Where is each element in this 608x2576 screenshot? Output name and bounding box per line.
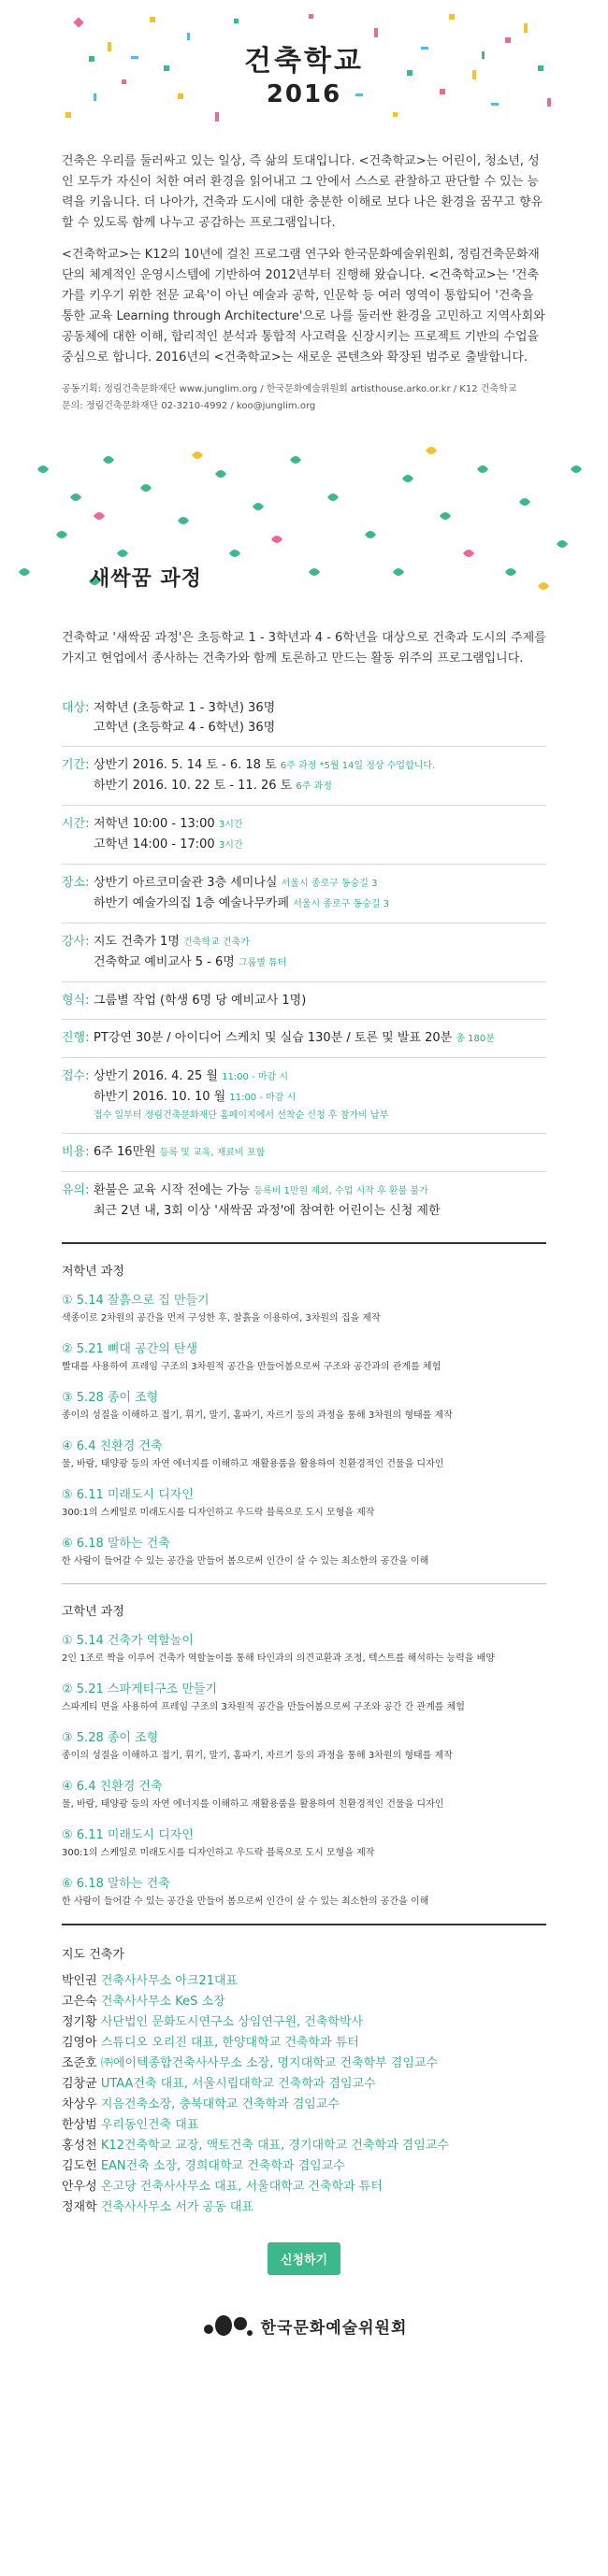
architect-affiliation: 지음건축소장, 충북대학교 건축학과 겸임교수 [100,2097,340,2111]
info-row [62,690,546,747]
contact-line: 문의: 정림건축문화재단 02-3210-4992 / koo@junglim.org [62,401,316,411]
header [0,0,608,140]
architect-affiliation: 건축사사무소 서가 공동 대표 [100,2200,253,2214]
session-title: ⑤ 6.11 미래도시 디자인 [62,1488,194,1502]
info-text: 최근 2년 내, 3회 이상 '새싹꿈 과정'에 참여한 어린이는 신청 제한 [94,1204,441,1218]
contact-info [0,379,608,415]
info-text: 상반기 2016. 4. 25 월 [94,1069,218,1083]
info-text: 하반기 2016. 10. 10 월 [94,1090,226,1104]
architect-name: 고은숙 [62,1995,97,2009]
session-title: ③ 5.28 종이 조형 [62,1391,159,1405]
info-label: 기간: [62,758,90,772]
architect-entry [62,1992,546,2012]
architect-entry [62,2115,546,2136]
architect-entry [62,1971,546,1992]
info-line [94,835,546,855]
session-item [62,1729,546,1765]
info-value [94,814,546,855]
session-description: 물, 바람, 태양광 등의 자연 에너지를 이해하고 재활용품을 활용하여 친환경적인 건물을 디자인 [62,1459,444,1469]
info-row [62,865,546,923]
apply-button[interactable]: 신청하기 [268,2242,340,2275]
architect-entry [62,2177,546,2197]
info-line [94,991,546,1010]
info-value [94,698,546,737]
session-title: ⑥ 6.18 말하는 건축 [62,1537,170,1551]
architect-entry [62,2197,546,2218]
session-title: ① 5.14 잘흙으로 집 만들기 [62,1294,210,1308]
architect-affiliation: 건축사사무소 KeS 소장 [100,1995,225,2009]
info-value [94,932,546,973]
footer-logo [0,2312,608,2339]
architect-affiliation: 스튜디오 오리진 대표, 한양대학교 건축학과 튜터 [100,2036,359,2050]
info-value [94,991,546,1010]
info-text: 그룹별 작업 (학생 6명 당 예비교사 1명) [94,994,307,1008]
info-note: 그룹별 튜터 [238,958,287,968]
info-label: 대상: [62,701,90,715]
info-note: 총 180분 [456,1034,495,1044]
info-row [62,1058,546,1134]
session-item [62,1826,546,1862]
architect-name: 정기황 [62,2015,97,2029]
architect-affiliation: 사단법인 문화도시연구소 상임연구원, 건축학박사 [100,2015,364,2029]
info-text: 하반기 2016. 10. 22 토 - 11. 26 토 [94,779,293,793]
session-description: 종이의 성질을 이해하고 접기, 휘기, 말기, 홈파기, 자르기 등의 과정을 통해 3차원의 형태를 제작 [62,1751,453,1761]
info-line [94,952,546,973]
architect-entry [62,2136,546,2156]
info-text: 하반기 예술가의집 1층 예술나무카페 [94,896,290,910]
info-text: PT강연 30분 / 아이디어 스케치 및 실습 130분 / 토론 및 발표 20분 [94,1031,453,1045]
info-note: 11:00 - 마감 시 [222,1072,289,1082]
architect-name: 김도헌 [62,2159,97,2173]
architect-entry [62,2074,546,2095]
info-line [94,698,546,718]
info-label: 접수: [62,1069,90,1083]
info-label: 진행: [62,1031,90,1045]
header-title [0,37,608,108]
architect-name: 홍성천 [62,2139,97,2153]
session-title: ① 5.14 건축가 역할놀이 [62,1634,194,1648]
session-item [62,1875,546,1911]
info-label: 시간: [62,817,90,831]
info-row [62,1172,546,1229]
info-note: 서울시 종로구 동숭길 3 [293,899,390,909]
session-title: ③ 5.28 종이 조형 [62,1731,159,1745]
session-description: 종이의 성질을 이해하고 접기, 휘기, 말기, 홈파기, 자르기 등의 과정을 통해 3차원의 형태를 제작 [62,1410,453,1421]
session-description: 300:1의 스케일로 미래도시를 디자인하고 우드락 블록으로 도시 모형을 제작 [62,1508,375,1518]
info-text: 6주 16만원 [94,1145,156,1159]
info-note: 3시간 [218,840,243,851]
architect-affiliation: 우리동인건축 대표 [100,2118,199,2132]
info-value [94,1066,546,1124]
architect-entry [62,2095,546,2115]
session-item [62,1438,546,1473]
session-title: ② 5.21 스파게티구조 만들기 [62,1682,218,1696]
info-row [62,806,546,865]
architect-entry [62,2156,546,2177]
info-line [94,1142,546,1163]
info-line [94,894,546,914]
architect-entry [62,2012,546,2033]
session-item [62,1389,546,1424]
session-item [62,1681,546,1716]
info-value [94,755,546,796]
architect-affiliation: 건축사사무소 아크21대표 [100,1974,239,1988]
arko-logo-icon [201,2312,253,2339]
architect-name: 차상우 [62,2097,97,2111]
upper-grade-list [62,1632,546,1911]
architect-name: 김창균 [62,2077,97,2091]
info-text: 상반기 아르코미술관 3층 세미나실 [94,876,278,890]
info-label: 비용: [62,1145,90,1159]
session-description: 한 사람이 들어갈 수 있는 공간을 만들어 봄으로써 인간이 살 수 있는 최소한의 공간을 이해 [62,1896,429,1907]
session-title: ② 5.21 뼈대 공간의 탄생 [62,1342,198,1356]
info-label: 장소: [62,876,90,890]
session-description: 한 사람이 들어갈 수 있는 공간을 만들어 봄으로써 인간이 살 수 있는 최소한의 공간을 이해 [62,1556,429,1567]
lower-grade-course [0,1244,608,1911]
session-description: 300:1의 스케일로 미래도시를 디자인하고 우드락 블록으로 도시 모형을 제작 [62,1848,375,1858]
session-description: 물, 바람, 태양광 등의 자연 에너지를 이해하고 재활용품을 활용하여 친환경적인 건물을 디자인 [62,1799,444,1810]
intro-paragraph: 건축은 우리를 둘러싸고 있는 일상, 즉 삶의 토대입니다. <건축학교>는 어린이, 청소년, 성인 모두가 자신이 처한 여러 환경을 읽어내고 그 안에서 스스로 관찰하고 판단할 수 있는 능력을 키웁니다. 더 나아가, 건축과 도시에 대한 충분한 이해로 보다 나은 환경을 꿈꾸고 향유할 수 있도록 함께 나누고 공감하는 프로그램입니다. [62,154,543,230]
session-item [62,1292,546,1327]
session-title: ④ 6.4 친환경 건축 [62,1439,163,1453]
info-line [94,1201,546,1221]
info-line [94,1087,546,1108]
session-description: 색종이로 2차원의 공간을 먼저 구성한 후, 찰흙을 이용하여, 3차원의 집을 제작 [62,1313,381,1324]
architect-name: 한상범 [62,2118,97,2132]
info-note: 등록 및 교육, 재료비 포함 [159,1148,266,1158]
info-text: 고학년 (초등학교 4 - 6학년) 36명 [94,721,276,735]
session-item [62,1486,546,1522]
info-row [62,982,546,1020]
architect-name: 박인권 [62,1974,97,1988]
course-header [0,432,608,628]
architect-affiliation: 온고당 건축사사무소 대표, 서울대학교 건축학과 튜터 [100,2180,383,2194]
info-line [94,873,546,894]
session-description: 빨대를 사용하여 프레임 구조의 3차원적 공간을 만들어봄으로써 구조와 공간과의 관계를 체험 [62,1362,442,1372]
intro [0,140,608,368]
info-line [94,932,546,952]
session-item [62,1535,546,1570]
architect-entry [62,2033,546,2054]
info-line [94,1066,546,1087]
architect-affiliation: ㈜에이텍종합건축사사무소 소장, 명지대학교 건축학부 겸임교수 [100,2056,438,2070]
info-text: 저학년 (초등학교 1 - 3학년) 36명 [94,701,276,715]
info-value [94,1181,546,1221]
info-note: 6주 과정 [296,781,332,792]
info-text: 저학년 10:00 - 13:00 [94,817,215,831]
footer-logo-text: 한국문화예술위원회 [260,2318,408,2338]
info-value [94,1142,546,1163]
session-description: 2인 1조로 짝을 이루어 건축가 역할놀이를 통해 타인과의 의견교환과 조정, 텍스트를 해석하는 능력을 배양 [62,1653,495,1664]
architects-title: 지도 건축가 [62,1948,124,1962]
info-label: 형식: [62,994,90,1008]
info-line [94,776,546,796]
divider [62,1583,546,1584]
lower-grade-list [62,1292,546,1570]
info-row [62,1020,546,1058]
session-title: ⑥ 6.18 말하는 건축 [62,1877,170,1891]
info-text: 고학년 14:00 - 17:00 [94,837,215,852]
info-text: 상반기 2016. 5. 14 토 - 6. 18 토 [94,758,277,772]
info-value [94,873,546,914]
info-text: 건축학교 예비교사 5 - 6명 [94,955,235,969]
architect-name: 조준호 [62,2056,97,2070]
info-row [62,923,546,982]
info-line [94,718,546,737]
info-note: 서울시 종로구 동숭길 3 [281,879,378,889]
course-description: 건축학교 '새싹꿈 과정'은 초등학교 1 - 3학년과 4 - 6학년을 대상으로 건축과 도시의 주제를 가지고 현업에서 종사하는 건축가와 함께 토론하고 만드는 활동 위주의 프로그램입니다. [62,631,546,665]
architects-section [0,1925,608,2218]
info-note: 6주 과정 *5월 14일 정상 수업합니다. [280,761,436,771]
info-text: 지도 건축가 1명 [94,935,180,949]
architect-affiliation: UTAA건축 대표, 서울시립대학교 건축학과 겸임교수 [100,2077,376,2091]
header-title-line1: 건축학교 [244,45,364,78]
session-title: ④ 6.4 친환경 건축 [62,1780,163,1794]
info-line [94,1028,546,1049]
architect-affiliation: EAN건축 소장, 경희대학교 건축학과 겸임교수 [100,2159,345,2173]
info-text: 환불은 교육 시작 전에는 가능 [94,1183,251,1197]
info-table [62,690,546,1229]
info-line [94,755,546,776]
architects-list [62,1971,546,2218]
session-item [62,1632,546,1667]
info-note: 11:00 - 마감 시 [229,1093,297,1103]
info-note: 건축학교 건축가 [183,937,250,948]
header-title-line2: 2016 [266,80,342,108]
architect-affiliation: K12건축학교 교장, 액토건축 대표, 경기대학교 건축학과 겸임교수 [100,2139,449,2153]
upper-grade-title: 고학년 과정 [62,1605,124,1619]
info-row [62,1134,546,1172]
info-row [62,747,546,806]
session-item [62,1778,546,1813]
info-note: 등록비 1만원 제외, 수업 시작 후 환불 불가 [253,1186,428,1196]
lower-grade-title: 저학년 과정 [62,1265,124,1279]
intro-paragraph: <건축학교>는 K12의 10년에 걸친 프로그램 연구와 한국문화예술위원회, 정림건축문화재단의 체계적인 운영시스템에 기반하여 2012년부터 진행해 왔습니다. <건축학교>는 '건축가를 키우기 위한 전문 교육'이 아닌 예술과 공학, 인문학 등 여러 영역이 통합되어 '건축을 통한 교육 Learning through Architecture'으로 나를 둘러싼 환경을 고민하고 지역사회와 공동체에 대한 이해, 합리적인 분석과 통합적 사고력을 신장시키는 프로젝트 기반의 수업을 중심으로 합니다. 2016년의 <건축학교>는 새로운 콘텐츠와 확장된 범주로 출발합니다. [62,248,545,365]
architect-name: 안우성 [62,2180,97,2194]
course-title: 새싹꿈 과정 [90,567,202,591]
architect-name: 김영아 [62,2036,97,2050]
leaf-decoration [0,432,608,628]
info-label: 유의: [62,1183,90,1197]
info-line [94,1181,546,1201]
architect-entry [62,2054,546,2074]
apply-wrap [0,2242,608,2275]
contact-line: 공동기획: 정림건축문화재단 www.junglim.org / 한국문화예술위원회 artisthouse.arko.or.kr / K12 건축학교 [62,384,517,394]
architect-name: 정재학 [62,2200,97,2214]
info-line [94,814,546,835]
info-extra-note: 접수 일부터 정림건축문화재단 홈페이지에서 선착순 신청 후 참가비 납부 [94,1110,389,1121]
info-label: 강사: [62,935,90,949]
info-value [94,1028,546,1049]
session-title: ⑤ 6.11 미래도시 디자인 [62,1828,194,1842]
session-description: 스파게티 면을 사용하여 프레임 구조의 3차원적 공간을 만들어봄으로써 구조와 공간 간 관계를 체험 [62,1702,465,1712]
info-note: 3시간 [218,820,243,830]
session-item [62,1340,546,1376]
